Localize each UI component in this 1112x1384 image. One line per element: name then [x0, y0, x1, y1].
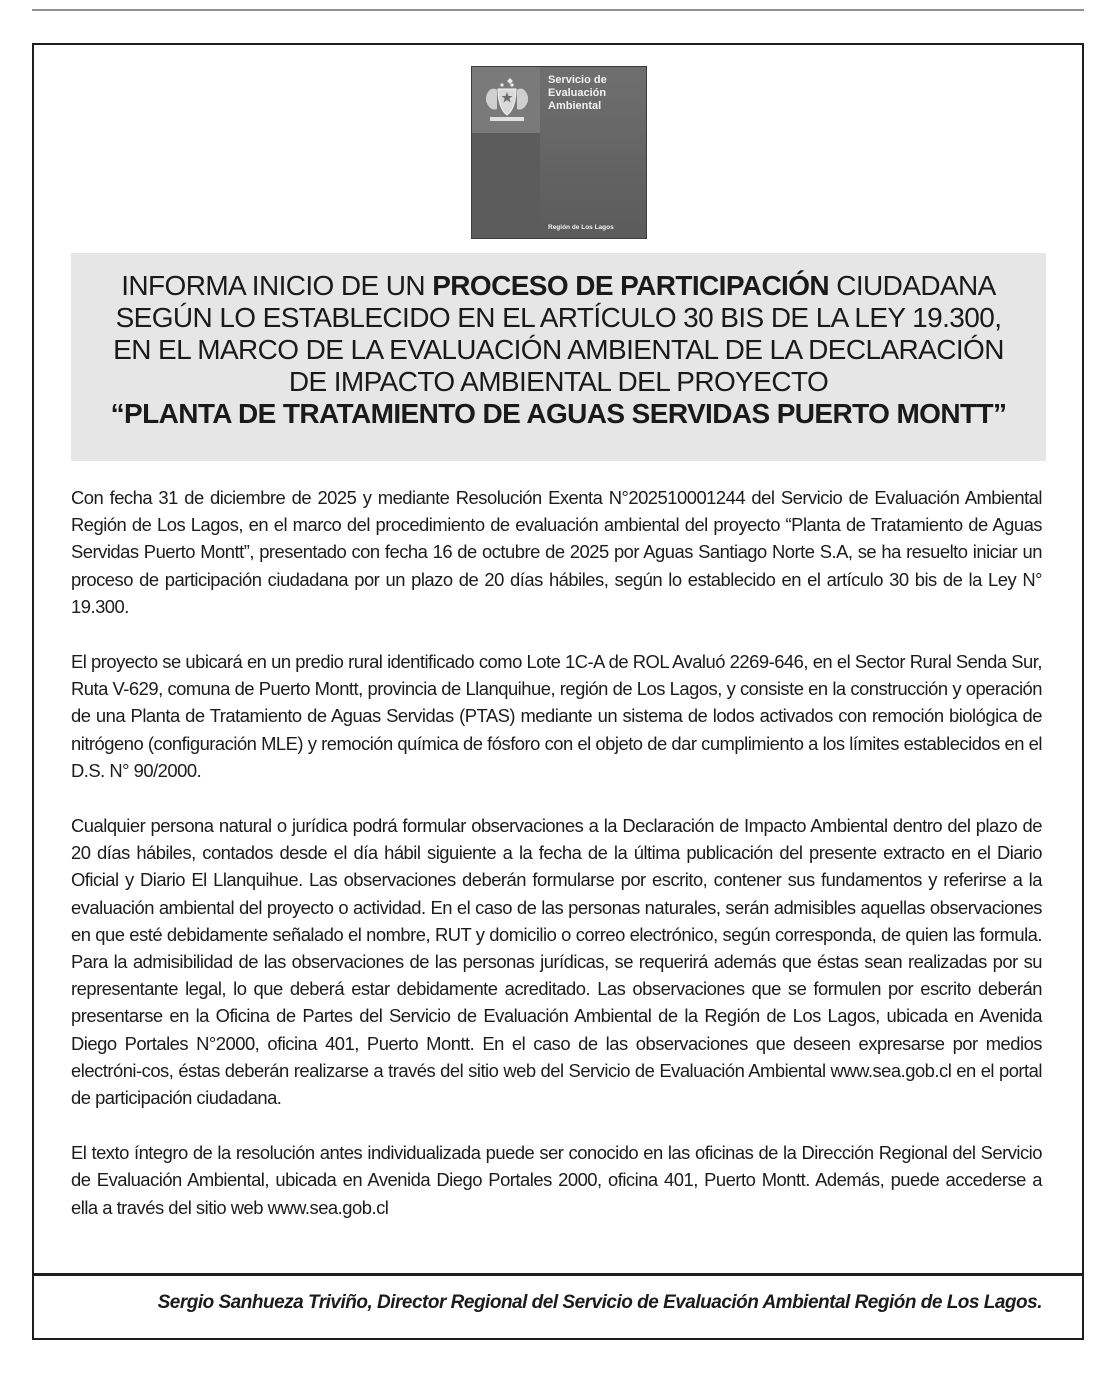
paragraph-resolution: Con fecha 31 de diciembre de 2025 y mediante Resolución Exenta N°202510001244 del Servicio de Evaluación Ambiental Región de Los Lagos, en el marco del procedimiento de evaluación ambiental del proyecto “Planta de Tratamiento de Aguas Servidas Puerto Montt”, presentado con fecha 16 de octubre de 2025 por Aguas Santiago Norte S.A, se ha resuelto iniciar un proceso de participación ciudadana por un plazo de 20 días hábiles, según lo establecido en el artículo 30 bis de la Ley N° 19.300. — [71, 487, 1042, 617]
project-title: “PLANTA DE TRATAMIENTO DE AGUAS SERVIDAS PUERTO MONTT” — [110, 398, 1007, 429]
headline-line-2: SEGÚN LO ESTABLECIDO EN EL ARTÍCULO 30 BIS DE LA LEY 19.300, — [115, 302, 1002, 333]
logo-agency-name: Servicio de Evaluación Ambiental — [548, 74, 607, 112]
headline-emphasis: PROCESO DE PARTICIPACIÓN — [432, 270, 830, 301]
paragraph-observations: Cualquier persona natural o jurídica podrá formular observaciones a la Declaración de Impacto Ambiental dentro del plazo de 20 días hábiles, contados desde el día hábil siguiente a la fecha de la última publicación del presente extracto en el Diario Oficial y Diario El Llanquihue. Las observaciones deberán formularse por escrito, contener sus fundamentos y referirse a la evaluación ambiental del proyecto o actividad. En el caso de las personas naturales, serán admisibles aquellas observaciones en que esté debidamente señalado el nombre, RUT y domicilio o correo electrónico, según corresponda, de quien las formula. Para la admisibilidad de las observaciones de las personas jurídicas, se requerirá además que éstas sean realizadas por su representante legal, lo que deberá estar debidamente acreditado. Las observaciones que se formulen por escrito deberán presentarse en la Oficina de Partes del Servicio de Evaluación Ambiental de la Región de Los Lagos, ubicada en Avenida Diego Portales N°2000, oficina 401, Puerto Montt. En el caso de las observaciones que deseen expresarse por medios electróni-cos, éstas deberán realizarse a través del sitio web del Servicio de Evaluación Ambiental www.sea.gob.cl en el portal de participación ciudadana. — [71, 815, 1042, 1109]
top-divider — [32, 9, 1084, 11]
headline-line-3: EN EL MARCO DE LA EVALUACIÓN AMBIENTAL DE LA DECLARACIÓN — [113, 334, 1004, 365]
logo-region-name: Región de Los Lagos — [548, 224, 614, 231]
signature: Sergio Sanhueza Triviño, Director Regional del Servicio de Evaluación Ambiental Región de Los Lagos. — [157, 1292, 1042, 1313]
headline-line-1: INFORMA INICIO DE UN PROCESO DE PARTICIPACIÓN CIUDADANA — [121, 270, 996, 301]
coat-of-arms-icon — [480, 75, 534, 125]
sea-logo — [471, 66, 647, 239]
notice-body — [71, 484, 1042, 1249]
headline-line-4: DE IMPACTO AMBIENTAL DEL PROYECTO — [288, 366, 829, 397]
paragraph-project-description: El proyecto se ubicará en un predio rural identificado como Lote 1C-A de ROL Avaluó 2269-646, en el Sector Rural Senda Sur, Ruta V-629, comuna de Puerto Montt, provincia de Llanquihue, región de Los Lagos, y consiste en la construcción y operación de una Planta de Tratamiento de Aguas Servidas (PTAS) mediante un sistema de lodos activados con remoción biológica de nitrógeno (configuración MLE) y remoción química de fósforo con el objeto de dar cumplimiento a los límites establecidos en el D.S. N° 90/2000. — [71, 651, 1042, 781]
headline-box — [71, 253, 1046, 461]
paragraph-resolution-access: El texto íntegro de la resolución antes individualizada puede ser conocido en las oficinas de la Dirección Regional del Servicio de Evaluación Ambiental, ubicada en Avenida Diego Portales 2000, oficina 401, Puerto Montt. Además, puede accederse a ella a través del sitio web www.sea.gob.cl — [71, 1142, 1042, 1218]
notice-frame — [32, 43, 1084, 1340]
signature-divider — [34, 1273, 1082, 1276]
